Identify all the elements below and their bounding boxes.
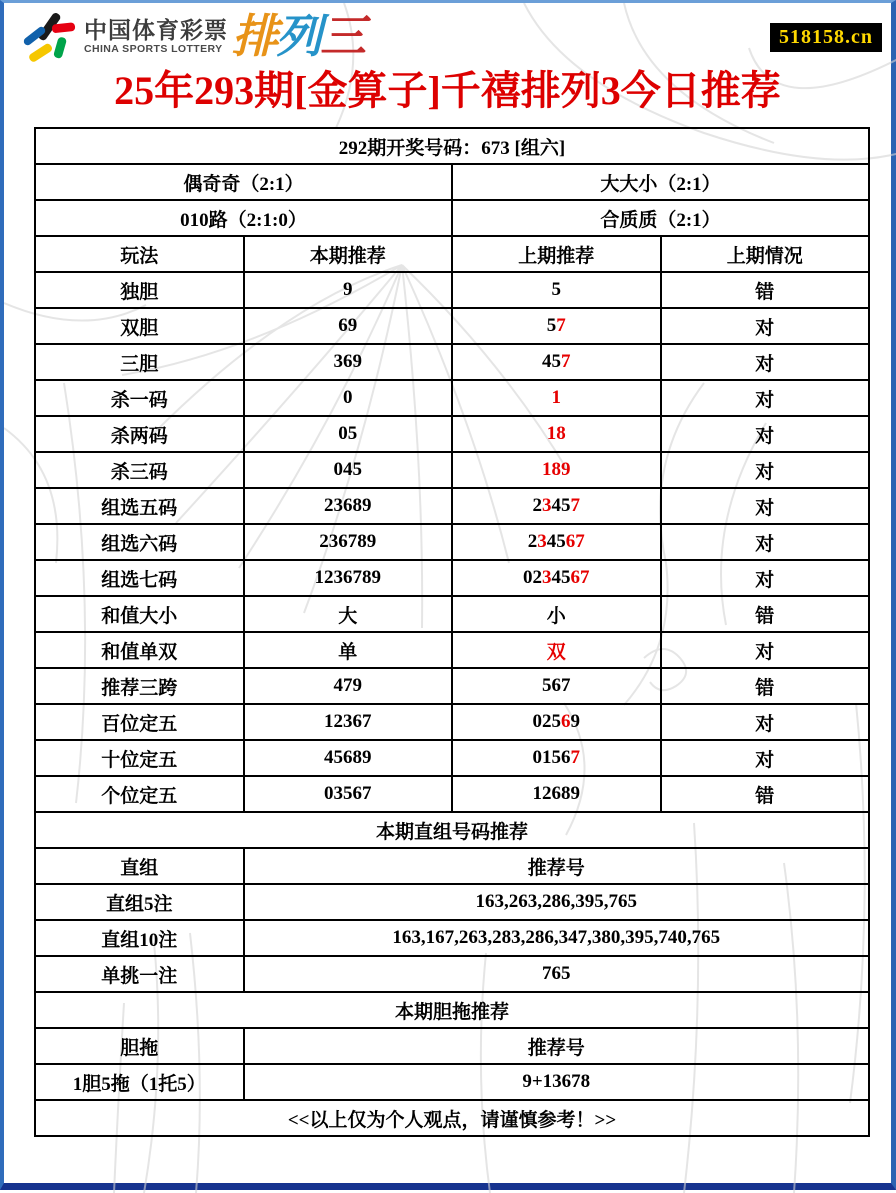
page-title: 25年293期[金算子]千禧排列3今日推荐 xyxy=(114,68,781,113)
table-row xyxy=(35,128,869,164)
table-row xyxy=(35,164,869,200)
group-label-cell: 胆拖 xyxy=(35,1028,244,1064)
result-cell: 对 xyxy=(661,416,870,452)
last-pick-cell xyxy=(452,668,661,704)
last-pick-segment: 1 xyxy=(551,387,561,408)
last-pick-segment: 7 xyxy=(561,351,571,372)
result-cell: 对 xyxy=(661,704,870,740)
play-name-cell: 组选五码 xyxy=(35,488,244,524)
last-pick-segment: 3 xyxy=(542,495,552,516)
play-name-cell: 双胆 xyxy=(35,308,244,344)
current-pick-cell: 045 xyxy=(244,452,453,488)
current-pick-cell: 大 xyxy=(244,596,453,632)
table-row xyxy=(35,812,869,848)
current-pick-cell: 69 xyxy=(244,308,453,344)
disclaimer-cell: <<以上仅为个人观点，请谨慎参考！>> xyxy=(35,1100,869,1136)
last-pick-segment: 小 xyxy=(546,605,566,627)
last-pick-segment: 6 xyxy=(561,711,571,732)
table-row xyxy=(35,596,869,632)
last-pick-segment: 2 xyxy=(532,495,542,516)
table-row xyxy=(35,344,869,380)
section-header-cell: 292期开奖号码：673 [组六] xyxy=(35,128,869,164)
current-pick-cell: 0 xyxy=(244,380,453,416)
pattern-cell: 合质质（2:1） xyxy=(452,200,869,236)
last-pick-segment: 2 xyxy=(527,531,538,552)
last-pick-cell xyxy=(452,452,661,488)
last-pick-segment: 12689 xyxy=(532,783,580,804)
product-logo-char: 列 xyxy=(276,10,320,62)
result-cell: 对 xyxy=(661,380,870,416)
group-label-cell: 直组5注 xyxy=(35,884,244,920)
table-row xyxy=(35,308,869,344)
last-pick-cell xyxy=(452,596,661,632)
last-pick-segment: 45 xyxy=(546,531,566,552)
table-row xyxy=(35,956,869,992)
group-value-cell: 推荐号 xyxy=(244,848,870,884)
current-pick-cell: 单 xyxy=(244,632,453,668)
current-pick-cell: 45689 xyxy=(244,740,453,776)
play-name-cell: 杀三码 xyxy=(35,452,244,488)
last-pick-segment: 02 xyxy=(523,567,542,588)
last-pick-segment: 5 xyxy=(551,279,561,300)
last-pick-cell xyxy=(452,308,661,344)
group-value-cell: 163,167,263,283,286,347,380,395,740,765 xyxy=(244,920,870,956)
result-cell: 对 xyxy=(661,740,870,776)
play-name-cell: 百位定五 xyxy=(35,704,244,740)
product-logo-pailiesan xyxy=(232,11,364,61)
table-row xyxy=(35,704,869,740)
table-row xyxy=(35,920,869,956)
last-pick-segment: 189 xyxy=(542,459,571,480)
current-pick-cell: 03567 xyxy=(244,776,453,812)
current-pick-cell: 9 xyxy=(244,272,453,308)
current-pick-cell: 12367 xyxy=(244,704,453,740)
last-pick-segment: 67 xyxy=(565,531,585,552)
product-logo-char: 排 xyxy=(232,10,276,62)
play-name-cell: 独胆 xyxy=(35,272,244,308)
result-cell: 对 xyxy=(661,308,870,344)
table-row xyxy=(35,776,869,812)
section-header-cell: 本期直组号码推荐 xyxy=(35,812,869,848)
last-pick-segment: 0156 xyxy=(532,747,571,768)
last-pick-segment: 3 xyxy=(542,567,552,588)
table-row xyxy=(35,524,869,560)
lottery-logo xyxy=(20,9,364,63)
column-header-cell: 上期推荐 xyxy=(452,236,661,272)
table-row xyxy=(35,848,869,884)
last-pick-segment: 7 xyxy=(556,315,566,336)
table-row xyxy=(35,884,869,920)
table-row xyxy=(35,668,869,704)
table-row xyxy=(35,1064,869,1100)
group-label-cell: 单挑一注 xyxy=(35,956,244,992)
last-pick-cell xyxy=(452,524,661,560)
table-row xyxy=(35,416,869,452)
last-pick-cell xyxy=(452,560,661,596)
last-pick-segment: 18 xyxy=(546,423,566,444)
result-cell: 错 xyxy=(661,668,870,704)
result-cell: 错 xyxy=(661,596,870,632)
last-pick-segment: 5 xyxy=(546,315,557,336)
current-pick-cell: 236789 xyxy=(244,524,453,560)
play-name-cell: 杀两码 xyxy=(35,416,244,452)
table-row xyxy=(35,632,869,668)
last-pick-segment: 3 xyxy=(537,531,547,552)
result-cell: 错 xyxy=(661,272,870,308)
brand-name-en: CHINA SPORTS LOTTERY xyxy=(84,42,223,55)
play-name-cell: 三胆 xyxy=(35,344,244,380)
last-pick-segment: 9 xyxy=(570,711,580,732)
brand-text-block xyxy=(84,17,228,56)
table-row xyxy=(35,380,869,416)
section-header-cell: 本期胆拖推荐 xyxy=(35,992,869,1028)
result-cell: 对 xyxy=(661,524,870,560)
last-pick-segment: 025 xyxy=(532,711,561,732)
pattern-cell: 偶奇奇（2:1） xyxy=(35,164,452,200)
column-header-cell: 玩法 xyxy=(35,236,244,272)
current-pick-cell: 479 xyxy=(244,668,453,704)
last-pick-segment: 45 xyxy=(551,567,571,588)
last-pick-segment: 7 xyxy=(570,747,580,768)
current-pick-cell: 05 xyxy=(244,416,453,452)
result-cell: 对 xyxy=(661,632,870,668)
last-pick-cell xyxy=(452,380,661,416)
last-pick-cell xyxy=(452,740,661,776)
table-row xyxy=(35,740,869,776)
table-row xyxy=(35,272,869,308)
play-name-cell: 十位定五 xyxy=(35,740,244,776)
result-cell: 错 xyxy=(661,776,870,812)
group-label-cell: 直组 xyxy=(35,848,244,884)
prediction-table xyxy=(34,127,870,1137)
table-row xyxy=(35,452,869,488)
play-name-cell: 和值单双 xyxy=(35,632,244,668)
group-value-cell: 765 xyxy=(244,956,870,992)
play-name-cell: 杀一码 xyxy=(35,380,244,416)
last-pick-cell xyxy=(452,272,661,308)
table-row xyxy=(35,236,869,272)
group-value-cell: 9+13678 xyxy=(244,1064,870,1100)
page-content xyxy=(4,3,891,1183)
table-row xyxy=(35,1100,869,1136)
result-cell: 对 xyxy=(661,488,870,524)
last-pick-segment: 7 xyxy=(570,495,580,516)
last-pick-cell xyxy=(452,704,661,740)
table-row xyxy=(35,1028,869,1064)
last-pick-segment: 67 xyxy=(570,567,590,588)
result-cell: 对 xyxy=(661,344,870,380)
group-value-cell: 163,263,286,395,765 xyxy=(244,884,870,920)
result-cell: 对 xyxy=(661,452,870,488)
last-pick-cell xyxy=(452,344,661,380)
play-name-cell: 组选六码 xyxy=(35,524,244,560)
current-pick-cell: 369 xyxy=(244,344,453,380)
site-badge: 518158.cn xyxy=(770,23,882,52)
play-name-cell: 和值大小 xyxy=(35,596,244,632)
group-label-cell: 直组10注 xyxy=(35,920,244,956)
pattern-cell: 大大小（2:1） xyxy=(452,164,869,200)
last-pick-segment: 双 xyxy=(546,641,566,663)
pattern-cell: 010路（2:1:0） xyxy=(35,200,452,236)
table-row xyxy=(35,200,869,236)
current-pick-cell: 1236789 xyxy=(244,560,453,596)
brand-name-cn: 中国体育彩票 xyxy=(84,16,228,43)
table-row xyxy=(35,560,869,596)
table-row xyxy=(35,488,869,524)
table-row xyxy=(35,992,869,1028)
play-name-cell: 推荐三跨 xyxy=(35,668,244,704)
last-pick-segment: 567 xyxy=(542,675,571,696)
last-pick-cell xyxy=(452,776,661,812)
play-name-cell: 组选七码 xyxy=(35,560,244,596)
last-pick-cell xyxy=(452,488,661,524)
column-header-cell: 上期情况 xyxy=(661,236,870,272)
play-name-cell: 个位定五 xyxy=(35,776,244,812)
last-pick-cell xyxy=(452,416,661,452)
group-label-cell: 1胆5拖（1托5） xyxy=(35,1064,244,1100)
current-pick-cell: 23689 xyxy=(244,488,453,524)
sports-lottery-logo-icon xyxy=(20,9,78,63)
column-header-cell: 本期推荐 xyxy=(244,236,453,272)
last-pick-segment: 45 xyxy=(551,495,571,516)
last-pick-segment: 45 xyxy=(542,351,561,372)
group-value-cell: 推荐号 xyxy=(244,1028,870,1064)
result-cell: 对 xyxy=(661,560,870,596)
product-logo-char: 三 xyxy=(320,10,364,62)
last-pick-cell xyxy=(452,632,661,668)
